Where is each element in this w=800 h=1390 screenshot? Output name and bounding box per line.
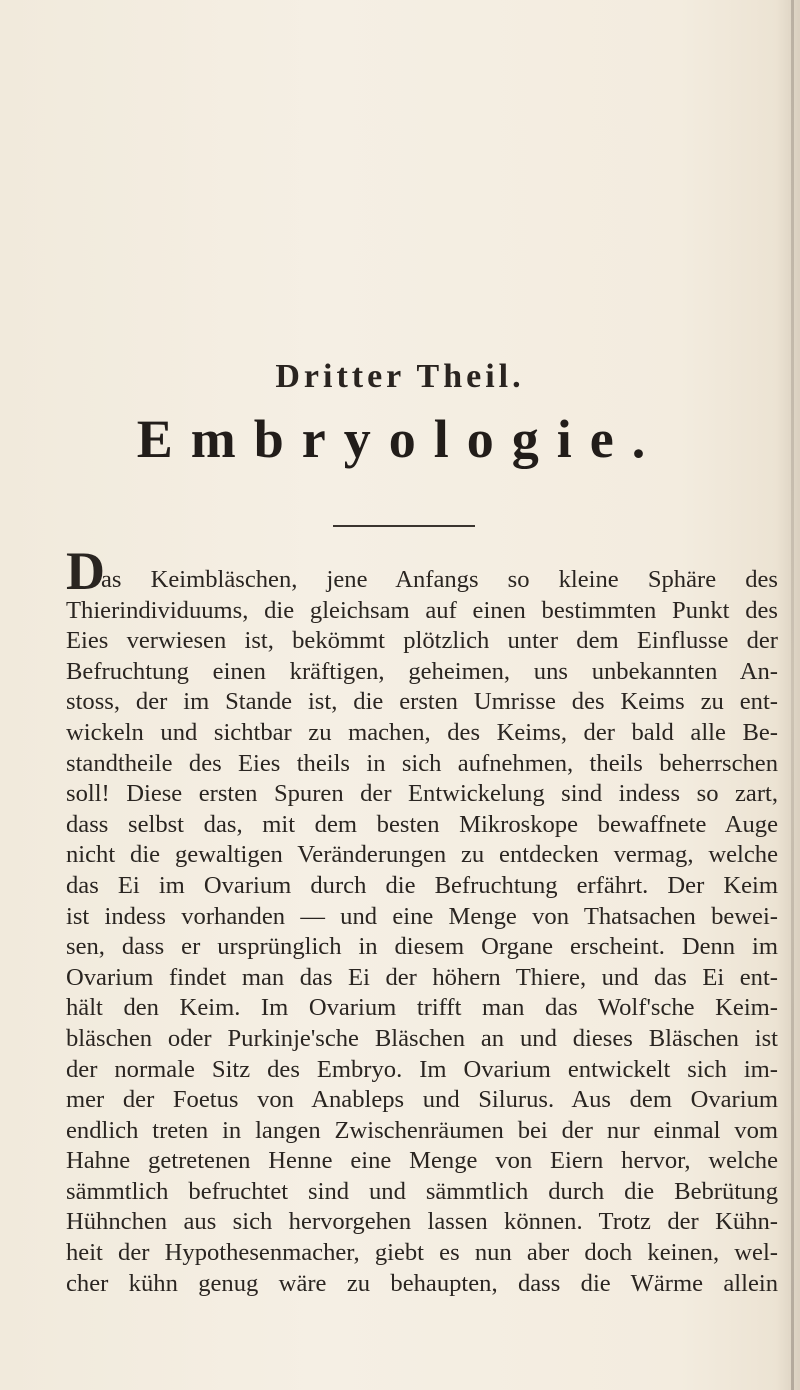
text-line: bläschen oder Purkinje'sche Bläschen an und dieses Bläschen ist <box>66 1024 778 1052</box>
body-paragraph <box>66 541 778 1299</box>
text-line: Ovarium findet man das Ei der höhern Thiere, und das Ei ent- <box>66 963 778 991</box>
text-line: wickeln und sichtbar zu machen, des Keims, der bald alle Be- <box>66 718 778 746</box>
text-line: Befruchtung einen kräftigen, geheimen, uns unbekannten An- <box>66 657 778 685</box>
text-line: Hahne getretenen Henne eine Menge von Eiern hervor, welche <box>66 1147 778 1175</box>
text-line: Thierindividuums, die gleichsam auf einen bestimmten Punkt des <box>66 596 778 624</box>
text-line: endlich treten in langen Zwischenräumen bei der nur einmal vom <box>66 1116 778 1144</box>
text-line: stoss, der im Stande ist, die ersten Umrisse des Keims zu ent- <box>66 688 778 716</box>
text-line: Eies verwiesen ist, bekömmt plötzlich unter dem Einflusse der <box>66 627 778 655</box>
chapter-title: Embryologie. <box>136 409 664 469</box>
title-divider <box>333 525 475 527</box>
text-line-1: Das Keimbläschen, jene Anfangs so kleine Sphäre des <box>66 541 778 601</box>
text-line: hält den Keim. Im Ovarium trifft man das Wolf'sche Keim- <box>66 994 778 1022</box>
text-line: mer der Foetus von Anableps und Silurus. Aus dem Ovarium <box>66 1086 778 1114</box>
text-line: der normale Sitz des Embryo. Im Ovarium entwickelt sich im- <box>66 1055 778 1083</box>
text-line: sämmtlich befruchtet sind und sämmtlich durch die Bebrütung <box>66 1177 778 1205</box>
part-title: Dritter Theil. <box>275 358 525 395</box>
drop-cap: D <box>66 541 101 601</box>
text-line: dass selbst das, mit dem besten Mikroskope bewaffnete Auge <box>66 810 778 838</box>
text-line: sen, dass er ursprünglich in diesem Organe erscheint. Denn im <box>66 933 778 961</box>
text-line: das Ei im Ovarium durch die Befruchtung erfährt. Der Keim <box>66 871 778 899</box>
text-line: ist indess vorhanden — und eine Menge von Thatsachen bewei- <box>66 902 778 930</box>
text-line: standtheile des Eies theils in sich aufnehmen, theils beherrschen <box>66 749 778 777</box>
text-line: soll! Diese ersten Spuren der Entwickelung sind indess so zart, <box>66 780 778 808</box>
page-edge <box>791 0 794 1390</box>
text-line: nicht die gewaltigen Veränderungen zu entdecken vermag, welche <box>66 841 778 869</box>
text-line: Hühnchen aus sich hervorgehen lassen können. Trotz der Kühn- <box>66 1208 778 1236</box>
text-line: cher kühn genug wäre zu behaupten, dass die Wärme allein <box>66 1269 778 1297</box>
text-line: heit der Hypothesenmacher, giebt es nun aber doch keinen, wel- <box>66 1239 778 1267</box>
